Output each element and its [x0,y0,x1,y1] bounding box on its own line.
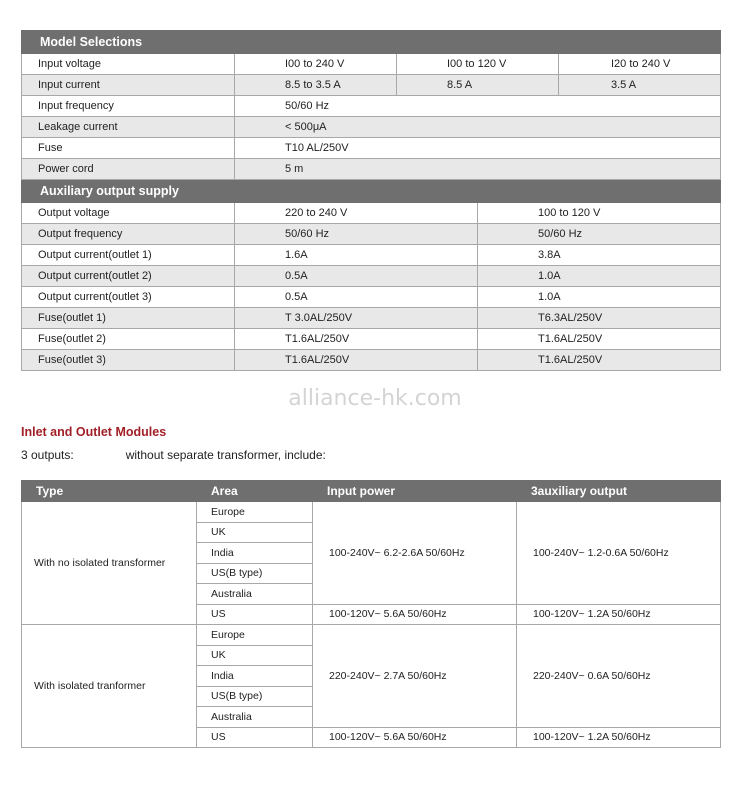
cell-value: T1.6AL/250V [235,329,478,350]
cell-value: 1.0A [478,266,721,287]
cell-value: 100 to 120 V [478,203,721,224]
aux-output-cell: 100-120V~ 1.2A 50/60Hz [517,604,721,625]
row-label: Output current(outlet 2) [22,266,235,287]
row-label: Output frequency [22,224,235,245]
table-row [22,625,721,646]
table-row [22,138,721,159]
cell-value: T 3.0AL/250V [235,308,478,329]
cell-value: I20 to 240 V [559,54,721,75]
cell-value: 0.5A [235,287,478,308]
cell-value: 8.5 A [397,75,559,96]
aux-output-cell: 100-240V~ 1.2-0.6A 50/60Hz [517,502,721,605]
row-label: Output voltage [22,203,235,224]
table-row [22,350,721,371]
cell-value: 50/60 Hz [478,224,721,245]
cell-value: I00 to 240 V [235,54,397,75]
cell-value: 8.5 to 3.5 A [235,75,397,96]
cell-value: < 500μA [235,117,721,138]
cell-value: T1.6AL/250V [235,350,478,371]
input-power-cell: 100-120V~ 5.6A 50/60Hz [313,604,517,625]
table-row [22,224,721,245]
cell-value: 5 m [235,159,721,180]
area-cell: India [197,543,313,564]
cell-value: 220 to 240 V [235,203,478,224]
area-cell: Australia [197,584,313,605]
area-cell: US [197,727,313,748]
type-cell: With isolated tranformer [22,625,197,748]
table-row [22,329,721,350]
modules-header-row [22,481,721,502]
header-type: Type [22,481,197,502]
table-row [22,159,721,180]
type-cell: With no isolated transformer [22,502,197,625]
modules-subtitle [21,448,326,462]
section-header-aux [22,180,721,203]
cell-value: T1.6AL/250V [478,350,721,371]
section-title-model: Model Selections [22,31,721,54]
header-aux-output: 3auxiliary output [517,481,721,502]
area-cell: Australia [197,707,313,728]
table-row [22,308,721,329]
row-label: Input frequency [22,96,235,117]
cell-value: T1.6AL/250V [478,329,721,350]
section-title-aux: Auxiliary output supply [22,180,721,203]
table-row [22,96,721,117]
table-row [22,203,721,224]
row-label: Power cord [22,159,235,180]
table-row [22,502,721,523]
model-selections-table [21,30,721,371]
table-row [22,117,721,138]
table-row [22,245,721,266]
table-row [22,54,721,75]
modules-subtitle-desc: without separate transformer, include: [125,448,326,462]
cell-value: 50/60 Hz [235,96,721,117]
area-cell: US [197,604,313,625]
aux-output-cell: 220-240V~ 0.6A 50/60Hz [517,625,721,728]
modules-subtitle-outputs: 3 outputs: [21,448,74,462]
cell-value: 0.5A [235,266,478,287]
input-power-cell: 100-240V~ 6.2-2.6A 50/60Hz [313,502,517,605]
cell-value: 1.6A [235,245,478,266]
cell-value: 50/60 Hz [235,224,478,245]
area-cell: US(B type) [197,686,313,707]
area-cell: US(B type) [197,563,313,584]
header-input-power: Input power [313,481,517,502]
watermark-text: alliance-hk.com [288,386,462,411]
row-label: Fuse(outlet 2) [22,329,235,350]
input-power-cell: 100-120V~ 5.6A 50/60Hz [313,727,517,748]
cell-value: T10 AL/250V [235,138,721,159]
row-label: Fuse [22,138,235,159]
row-label: Output current(outlet 1) [22,245,235,266]
input-power-cell: 220-240V~ 2.7A 50/60Hz [313,625,517,728]
modules-table [21,480,721,748]
row-label: Fuse(outlet 3) [22,350,235,371]
cell-value: 3.5 A [559,75,721,96]
cell-value: 1.0A [478,287,721,308]
aux-output-cell: 100-120V~ 1.2A 50/60Hz [517,727,721,748]
cell-value: 3.8A [478,245,721,266]
cell-value: I00 to 120 V [397,54,559,75]
row-label: Input voltage [22,54,235,75]
row-label: Input current [22,75,235,96]
area-cell: Europe [197,625,313,646]
row-label: Fuse(outlet 1) [22,308,235,329]
cell-value: T6.3AL/250V [478,308,721,329]
table-row [22,75,721,96]
area-cell: India [197,666,313,687]
table-row [22,287,721,308]
header-area: Area [197,481,313,502]
table-row [22,266,721,287]
area-cell: Europe [197,502,313,523]
area-cell: UK [197,522,313,543]
modules-title: Inlet and Outlet Modules [21,425,167,439]
row-label: Leakage current [22,117,235,138]
section-header-model [22,31,721,54]
row-label: Output current(outlet 3) [22,287,235,308]
area-cell: UK [197,645,313,666]
